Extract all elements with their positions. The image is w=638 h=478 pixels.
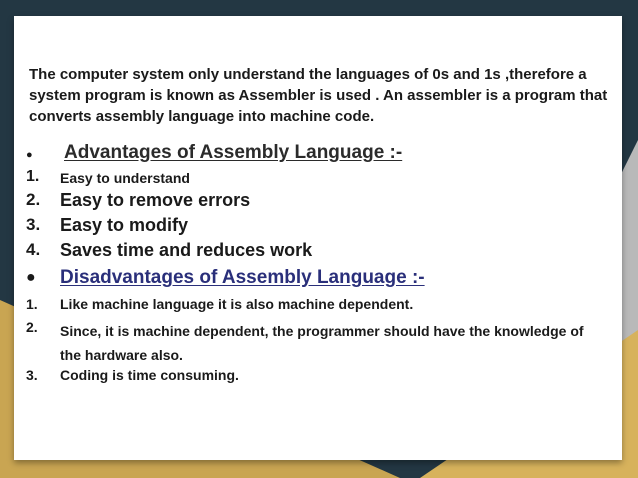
list-item-text: Coding is time consuming. [60, 367, 239, 383]
list-item-number: 3. [26, 367, 38, 383]
list-item-text: Since, it is machine dependent, the programmer should have the knowledge of the hardware also. [60, 323, 584, 363]
list-item-text: Easy to understand [60, 170, 190, 186]
list-item-number: 2. [26, 319, 38, 335]
list-item-number: 1. [26, 296, 38, 312]
list-item-text: Saves time and reduces work [60, 240, 313, 260]
bullet-icon: ● [26, 149, 33, 161]
list-item-text: Easy to remove errors [60, 190, 251, 210]
list-item-number: 1. [26, 168, 40, 185]
list-item-text: Like machine language it is also machine dependent. [60, 296, 414, 312]
list-item-number: 2. [26, 190, 41, 209]
bullet-icon: ● [26, 269, 36, 286]
list-item-number: 3. [26, 215, 41, 234]
list-item-number: 4. [26, 240, 41, 259]
advantages-heading: Advantages of Assembly Language :- [64, 142, 403, 163]
intro-paragraph: The computer system only understand the languages of 0s and 1s ,therefore a system program is known as Assembler is used . An assembler is a program that converts assembly language into machine code. [29, 66, 608, 125]
list-item-text: Easy to modify [60, 215, 189, 235]
slide-content [14, 16, 622, 460]
disadvantages-heading: Disadvantages of Assembly Language :- [60, 267, 425, 288]
